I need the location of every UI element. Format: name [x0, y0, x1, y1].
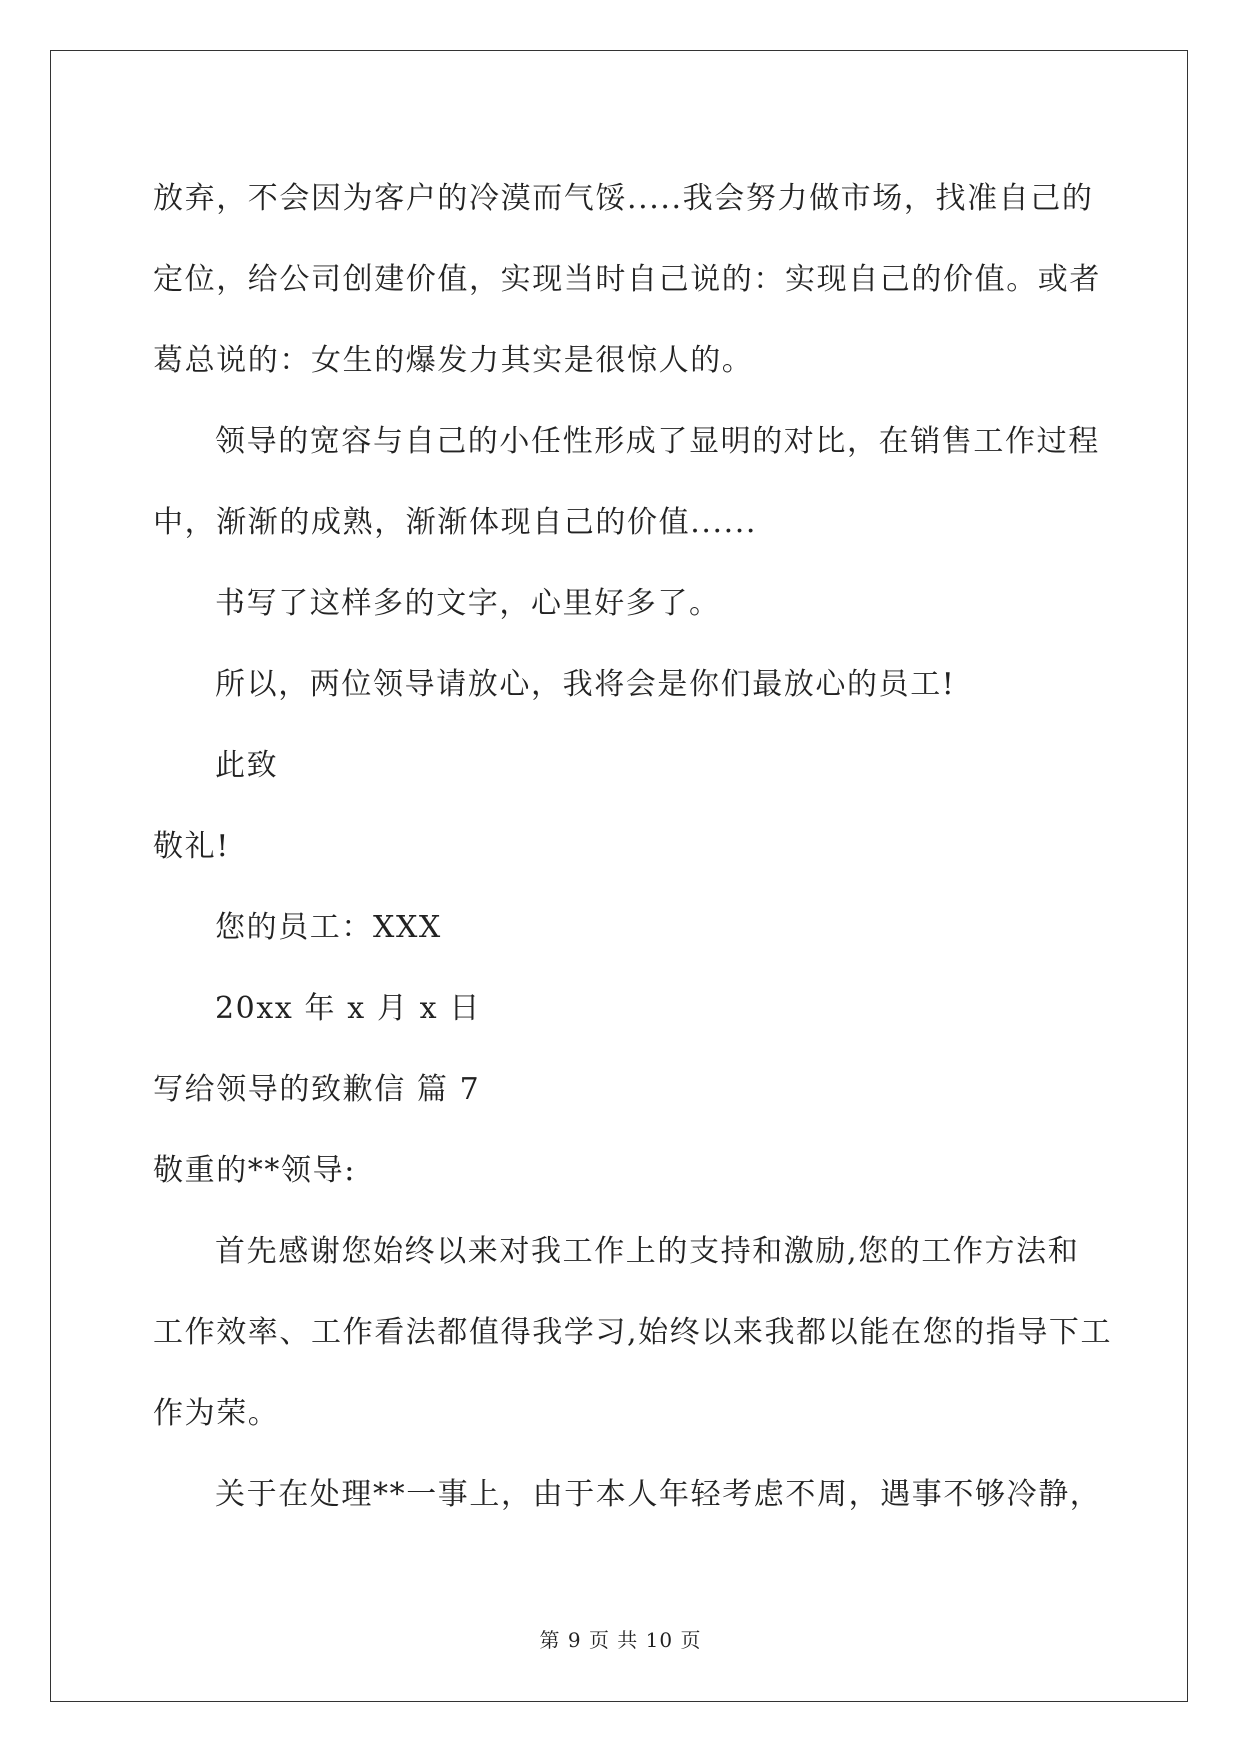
text-line: 放弃，不会因为客户的冷漠而气馁.....我会努力做市场，找准自己的	[153, 181, 1094, 216]
page-number-footer: 第 9 页 共 10 页	[539, 1628, 702, 1652]
section-heading: 写给领导的致歉信 篇 7	[153, 1072, 481, 1107]
greeting-line: 敬重的**领导:	[153, 1153, 356, 1188]
text-line: 葛总说的：女生的爆发力其实是很惊人的。	[153, 343, 754, 378]
closing-salutation: 此致	[215, 748, 279, 783]
date-line: 20xx 年 x 月 x 日	[215, 991, 481, 1026]
paragraph-line: 关于在处理**一事上，由于本人年轻考虑不周，遇事不够冷静，	[215, 1477, 1102, 1512]
paragraph-line: 首先感谢您始终以来对我工作上的支持和激励,您的工作方法和	[215, 1234, 1080, 1269]
closing-regards: 敬礼!	[153, 829, 230, 864]
paragraph-line: 领导的宽容与自己的小任性形成了显明的对比，在销售工作过程	[215, 424, 1100, 459]
paragraph-line: 所以，两位领导请放心，我将会是你们最放心的员工!	[215, 667, 956, 702]
text-line: 中，渐渐的成熟，渐渐体现自己的价值......	[153, 505, 758, 540]
text-line: 作为荣。	[153, 1396, 280, 1431]
text-line: 工作效率、工作看法都值得我学习,始终以来我都以能在您的指导下工	[153, 1315, 1113, 1350]
paragraph-line: 书写了这样多的文字，心里好多了。	[215, 586, 721, 621]
document-body	[153, 158, 1113, 1535]
signature-line: 您的员工：XXX	[215, 910, 442, 945]
text-line: 定位，给公司创建价值，实现当时自己说的：实现自己的价值。或者	[153, 262, 1101, 297]
